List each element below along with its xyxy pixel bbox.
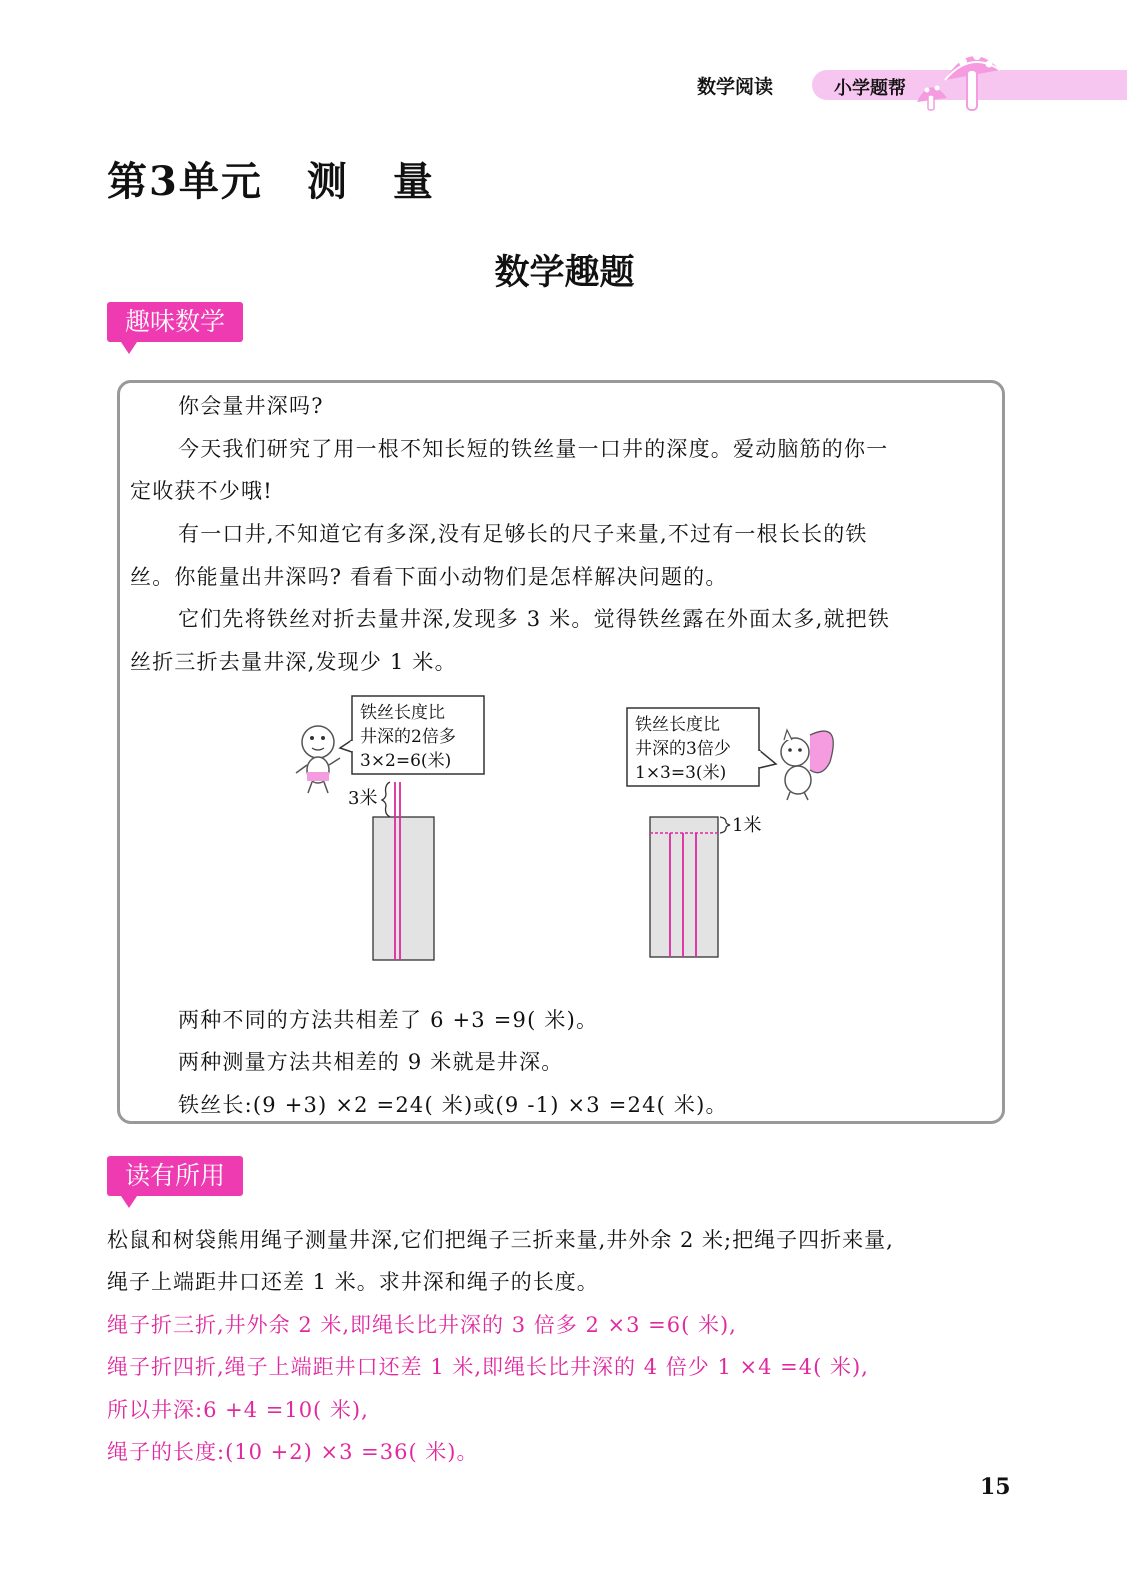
exercise-question: 绳子上端距井口还差 1 米。求井深和绳子的长度。 bbox=[107, 1270, 599, 1294]
exercise-question: 松鼠和树袋熊用绳子测量井深,它们把绳子三折来量,井外余 2 米;把绳子四折来量, bbox=[107, 1228, 894, 1252]
left-extra-label: 3米 bbox=[348, 788, 378, 809]
bubble-left-line: 铁丝长度比 bbox=[360, 703, 445, 723]
right-short-label: 1米 bbox=[732, 815, 762, 836]
story-paragraph: 丝折三折去量井深,发现少 1 米。 bbox=[130, 650, 457, 674]
story-paragraph: 你会量井深吗? bbox=[178, 394, 324, 418]
exercise-answer: 绳子折四折,绳子上端距井口还差 1 米,即绳长比井深的 4 倍少 1 ×4 =4( 米), bbox=[107, 1355, 869, 1379]
section-title: 数学趣题 bbox=[494, 253, 635, 293]
bubble-left-line: 3×2=6(米) bbox=[360, 751, 452, 771]
mushroom-icon bbox=[915, 40, 1025, 115]
exercise-answer: 所以井深:6 +4 =10( 米), bbox=[107, 1398, 369, 1422]
bubble-left-line: 井深的2倍多 bbox=[360, 727, 456, 747]
story-paragraph: 有一口井,不知道它有多深,没有足够长的尺子来量,不过有一根长长的铁 bbox=[178, 522, 868, 546]
fun-math-tag: 趣味数学 bbox=[107, 302, 243, 342]
well-measurement-diagram bbox=[290, 690, 850, 970]
unit-title: 第3单元 测 量 bbox=[107, 158, 435, 205]
story-paragraph: 它们先将铁丝对折去量井深,发现多 3 米。觉得铁丝露在外面太多,就把铁 bbox=[178, 607, 891, 631]
brand-label: 小学题帮 bbox=[834, 78, 906, 99]
monkey-icon bbox=[296, 726, 340, 793]
squirrel-icon bbox=[781, 730, 833, 800]
exercise-answer: 绳子折三折,井外余 2 米,即绳长比井深的 3 倍多 2 ×3 =6( 米), bbox=[107, 1313, 737, 1337]
book-title: 数学阅读 bbox=[697, 76, 774, 98]
bubble-right-line: 井深的3倍少 bbox=[635, 739, 731, 759]
story-paragraph: 定收获不少哦! bbox=[130, 479, 273, 503]
bubble-right-line: 铁丝长度比 bbox=[635, 715, 720, 735]
story-paragraph: 今天我们研究了用一根不知长短的铁丝量一口井的深度。爱动脑筋的你一 bbox=[178, 437, 889, 461]
story-paragraph: 丝。你能量出井深吗? 看看下面小动物们是怎样解决问题的。 bbox=[130, 565, 728, 589]
story-paragraph: 两种不同的方法共相差了 6 +3 =9( 米)。 bbox=[178, 1008, 599, 1032]
apply-tag: 读有所用 bbox=[107, 1156, 243, 1196]
page-number: 15 bbox=[980, 1474, 1011, 1500]
story-paragraph: 铁丝长:(9 +3) ×2 =24( 米)或(9 -1) ×3 =24( 米)。 bbox=[178, 1093, 728, 1117]
exercise-answer: 绳子的长度:(10 +2) ×3 =36( 米)。 bbox=[107, 1440, 479, 1464]
story-paragraph: 两种测量方法共相差的 9 米就是井深。 bbox=[178, 1050, 564, 1074]
bubble-right-line: 1×3=3(米) bbox=[635, 763, 727, 783]
